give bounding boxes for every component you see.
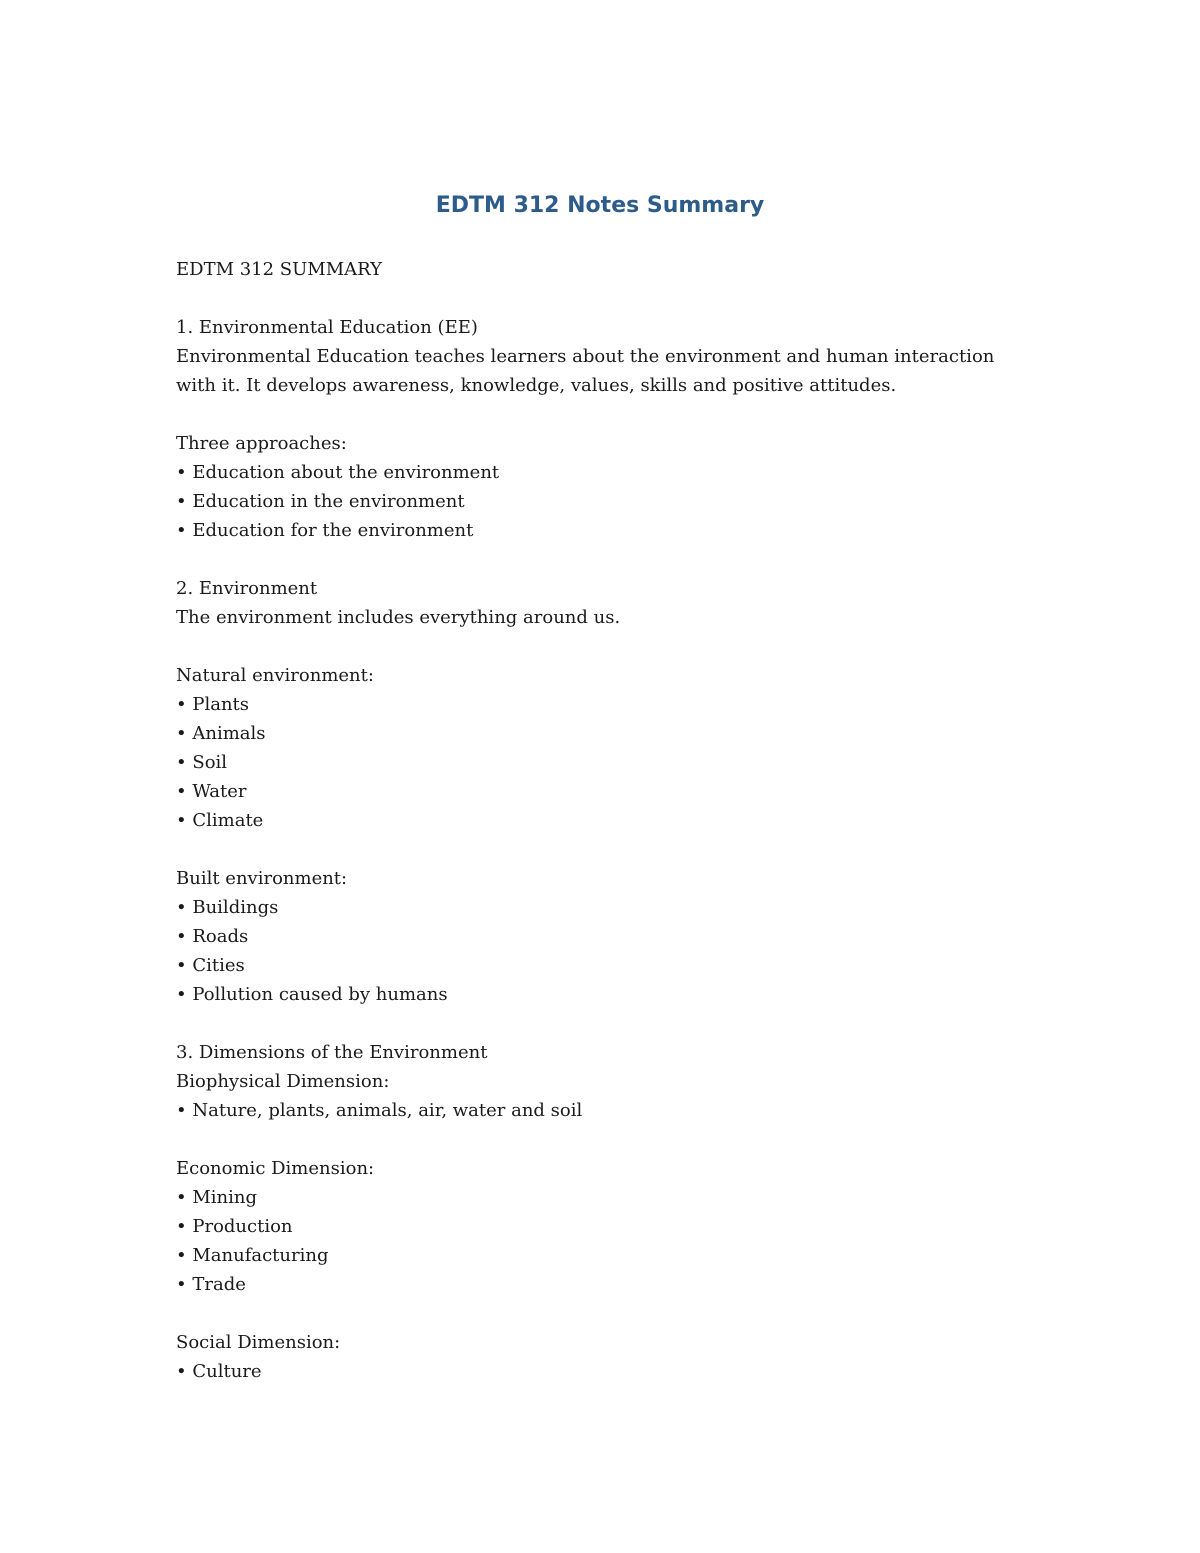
list-item (176, 458, 1036, 487)
blank-line (176, 1009, 1036, 1038)
bullet-icon: • (176, 520, 187, 541)
economic-label: Economic Dimension: (176, 1158, 375, 1179)
bullet-icon: • (176, 984, 187, 1005)
list-item-text: Trade (192, 1274, 246, 1295)
blank-line (176, 400, 1036, 429)
bullet-icon: • (176, 810, 187, 831)
list-item-text: Climate (192, 810, 264, 831)
list-item (176, 487, 1036, 516)
blank-line (176, 1299, 1036, 1328)
blank-line (176, 1125, 1036, 1154)
list-item (176, 516, 1036, 545)
list-item-text: Plants (192, 694, 250, 715)
list-item-text: Culture (192, 1361, 262, 1382)
list-item-text: Cities (192, 955, 245, 976)
section-heading-ee: 1. Environmental Education (EE) (176, 317, 478, 338)
bullet-icon: • (176, 1361, 187, 1382)
approaches-label: Three approaches: (176, 433, 347, 454)
document-title: EDTM 312 Notes Summary (435, 193, 765, 218)
list-item (176, 1096, 1036, 1125)
list-item-text: Water (192, 781, 247, 802)
list-item (176, 1270, 1036, 1299)
list-item-text: Mining (192, 1187, 258, 1208)
blank-line (176, 835, 1036, 864)
bullet-icon: • (176, 752, 187, 773)
section-heading-environment: 2. Environment (176, 578, 318, 599)
list-item (176, 922, 1036, 951)
built-environment-label: Built environment: (176, 868, 348, 889)
biophysical-label: Biophysical Dimension: (176, 1071, 390, 1092)
list-item (176, 777, 1036, 806)
list-item-text: Buildings (192, 897, 279, 918)
list-item-text: Pollution caused by humans (192, 984, 448, 1005)
paragraph-line: The environment includes everything around us. (176, 607, 621, 628)
summary-heading: EDTM 312 SUMMARY (176, 259, 383, 280)
list-item-text: Roads (192, 926, 249, 947)
social-label: Social Dimension: (176, 1332, 341, 1353)
bullet-icon: • (176, 1245, 187, 1266)
list-item-text: Animals (192, 723, 266, 744)
list-item (176, 951, 1036, 980)
list-item (176, 748, 1036, 777)
list-item (176, 1357, 1036, 1386)
list-item (176, 893, 1036, 922)
bullet-icon: • (176, 723, 187, 744)
bullet-icon: • (176, 1216, 187, 1237)
list-item (176, 806, 1036, 835)
blank-line (176, 545, 1036, 574)
bullet-icon: • (176, 694, 187, 715)
list-item-text: Production (192, 1216, 293, 1237)
bullet-icon: • (176, 955, 187, 976)
bullet-icon: • (176, 462, 187, 483)
bullet-icon: • (176, 1187, 187, 1208)
bullet-icon: • (176, 1100, 187, 1121)
paragraph-line: with it. It develops awareness, knowledge, values, skills and positive attitudes. (176, 375, 897, 396)
blank-line (176, 284, 1036, 313)
natural-environment-label: Natural environment: (176, 665, 374, 686)
section-heading-dimensions: 3. Dimensions of the Environment (176, 1042, 488, 1063)
list-item-text: Manufacturing (192, 1245, 329, 1266)
paragraph-line: Environmental Education teaches learners about the environment and human interaction (176, 346, 995, 367)
list-item (176, 1183, 1036, 1212)
bullet-icon: • (176, 491, 187, 512)
list-item (176, 1212, 1036, 1241)
bullet-icon: • (176, 781, 187, 802)
list-item (176, 690, 1036, 719)
list-item (176, 1241, 1036, 1270)
list-item-text: Education in the environment (192, 491, 465, 512)
bullet-icon: • (176, 1274, 187, 1295)
list-item-text: Nature, plants, animals, air, water and soil (192, 1100, 583, 1121)
list-item (176, 980, 1036, 1009)
list-item-text: Soil (192, 752, 228, 773)
blank-line (176, 632, 1036, 661)
list-item-text: Education for the environment (192, 520, 474, 541)
document-body (176, 255, 1036, 1386)
bullet-icon: • (176, 926, 187, 947)
list-item-text: Education about the environment (192, 462, 500, 483)
list-item (176, 719, 1036, 748)
bullet-icon: • (176, 897, 187, 918)
